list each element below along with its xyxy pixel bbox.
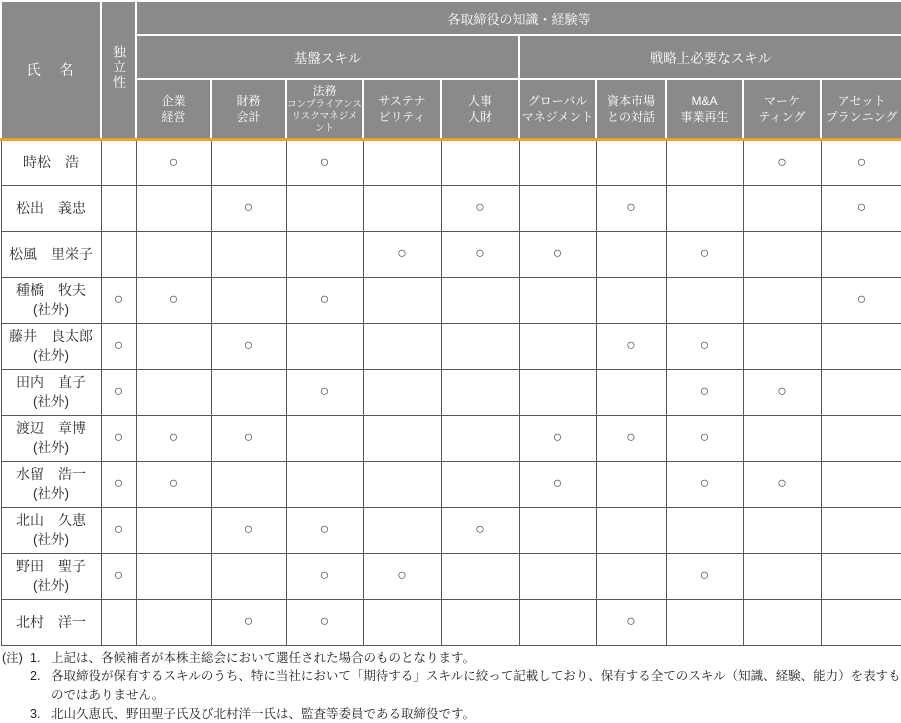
director-name-cell: 野田 聖子 (社外) xyxy=(1,553,101,599)
skill-mark-cell xyxy=(136,323,211,369)
skill-mark-cell: ○ xyxy=(211,323,286,369)
note-item xyxy=(2,667,901,705)
skill-mark-cell xyxy=(441,599,519,645)
note-item xyxy=(2,705,901,723)
independence-mark-cell: ○ xyxy=(101,369,136,415)
skill-mark-cell xyxy=(596,231,666,277)
skill-mark-cell xyxy=(743,553,821,599)
skill-mark-cell xyxy=(441,461,519,507)
skill-mark-cell xyxy=(211,231,286,277)
table-row xyxy=(1,553,901,599)
skill-mark-cell xyxy=(519,507,596,553)
skill-mark-cell: ○ xyxy=(286,369,363,415)
director-name-cell: 北山 久恵 (社外) xyxy=(1,507,101,553)
skill-mark-cell xyxy=(596,369,666,415)
skill-mark-cell: ○ xyxy=(596,185,666,231)
skill-mark-cell: ○ xyxy=(211,415,286,461)
skill-mark-cell: ○ xyxy=(211,507,286,553)
skill-mark-cell: ○ xyxy=(286,277,363,323)
skill-mark-cell xyxy=(743,415,821,461)
skill-mark-cell xyxy=(821,369,901,415)
independence-mark-cell: ○ xyxy=(101,277,136,323)
skill-mark-cell xyxy=(441,553,519,599)
skill-mark-cell: ○ xyxy=(666,369,743,415)
skill-mark-cell xyxy=(363,323,441,369)
skill-mark-cell: ○ xyxy=(821,277,901,323)
skill-mark-cell: ○ xyxy=(519,415,596,461)
skill-column-header: M&A 事業再生 xyxy=(666,79,743,139)
skill-mark-cell: ○ xyxy=(596,323,666,369)
skill-column-header: グローバル マネジメント xyxy=(519,79,596,139)
knowledge-experience-header: 各取締役の知識・経験等 xyxy=(136,1,901,35)
skill-column-header: アセット プランニング xyxy=(821,79,901,139)
skill-column-header: 財務 会計 xyxy=(211,79,286,139)
independence-mark-cell: ○ xyxy=(101,415,136,461)
table-row xyxy=(1,231,901,277)
table-row xyxy=(1,507,901,553)
skill-mark-cell: ○ xyxy=(743,369,821,415)
table-row xyxy=(1,185,901,231)
skill-column-header: 人事 人財 xyxy=(441,79,519,139)
independence-mark-cell xyxy=(101,139,136,185)
skill-mark-cell xyxy=(821,323,901,369)
skill-mark-cell xyxy=(743,323,821,369)
director-name-cell: 松出 義忠 xyxy=(1,185,101,231)
skill-mark-cell xyxy=(596,277,666,323)
note-number: 3. xyxy=(30,706,41,721)
skill-mark-cell: ○ xyxy=(821,185,901,231)
footnotes xyxy=(0,649,901,723)
skill-mark-cell xyxy=(211,553,286,599)
base-skills-group-header: 基盤スキル xyxy=(136,35,519,79)
matrix-body xyxy=(1,139,901,645)
skill-mark-cell: ○ xyxy=(363,553,441,599)
table-row xyxy=(1,277,901,323)
skill-mark-cell: ○ xyxy=(441,231,519,277)
skill-mark-cell: ○ xyxy=(136,139,211,185)
skill-mark-cell: ○ xyxy=(666,323,743,369)
table-row xyxy=(1,599,901,645)
skill-mark-cell: ○ xyxy=(211,599,286,645)
skill-mark-cell xyxy=(743,277,821,323)
skill-mark-cell: ○ xyxy=(286,139,363,185)
skill-mark-cell xyxy=(519,323,596,369)
independence-mark-cell: ○ xyxy=(101,507,136,553)
skill-mark-cell xyxy=(743,185,821,231)
skill-mark-cell xyxy=(519,139,596,185)
note-number: 2. xyxy=(30,669,41,684)
skill-mark-cell xyxy=(136,185,211,231)
skill-mark-cell xyxy=(519,185,596,231)
skill-mark-cell xyxy=(441,415,519,461)
skill-column-header: サステナ ビリティ xyxy=(363,79,441,139)
skill-mark-cell xyxy=(596,461,666,507)
skill-mark-cell xyxy=(211,369,286,415)
independence-mark-cell xyxy=(101,599,136,645)
strategic-skills-group-header: 戦略上必要なスキル xyxy=(519,35,901,79)
director-name-cell: 時松 浩 xyxy=(1,139,101,185)
skill-mark-cell: ○ xyxy=(441,185,519,231)
skill-mark-cell: ○ xyxy=(743,139,821,185)
skill-mark-cell: ○ xyxy=(519,461,596,507)
table-row xyxy=(1,323,901,369)
note-number: 1. xyxy=(30,650,41,665)
skill-mark-cell xyxy=(136,231,211,277)
independence-vertical-label: 独立性 xyxy=(111,44,126,90)
skill-mark-cell xyxy=(666,185,743,231)
note-text: 上記は、各候補者が本株主総会において選任された場合のものとなります。 xyxy=(51,650,476,665)
skill-mark-cell xyxy=(821,599,901,645)
note-item xyxy=(2,649,901,668)
skill-mark-cell: ○ xyxy=(743,461,821,507)
skill-mark-cell: ○ xyxy=(286,599,363,645)
skill-column-header: 企業 経営 xyxy=(136,79,211,139)
skill-mark-cell: ○ xyxy=(136,415,211,461)
skill-mark-cell xyxy=(286,461,363,507)
table-row xyxy=(1,415,901,461)
skill-mark-cell: ○ xyxy=(821,139,901,185)
independence-column-header xyxy=(101,1,136,139)
skill-mark-cell xyxy=(286,231,363,277)
skill-mark-cell xyxy=(596,507,666,553)
skill-mark-cell xyxy=(743,507,821,553)
skill-mark-cell: ○ xyxy=(136,461,211,507)
skill-mark-cell: ○ xyxy=(286,507,363,553)
skill-mark-cell: ○ xyxy=(286,553,363,599)
skill-column-header: 法務 コンプライアンス リスクマネジメント xyxy=(286,79,363,139)
skill-mark-cell xyxy=(666,599,743,645)
skill-mark-cell xyxy=(363,185,441,231)
skill-mark-cell xyxy=(821,553,901,599)
independence-mark-cell xyxy=(101,231,136,277)
skill-mark-cell xyxy=(596,139,666,185)
director-name-cell: 北村 洋一 xyxy=(1,599,101,645)
skill-mark-cell xyxy=(743,599,821,645)
skill-mark-cell xyxy=(136,369,211,415)
skill-mark-cell xyxy=(519,553,596,599)
skill-mark-cell xyxy=(136,599,211,645)
skill-mark-cell: ○ xyxy=(441,507,519,553)
table-row xyxy=(1,461,901,507)
skill-mark-cell xyxy=(519,599,596,645)
skill-mark-cell xyxy=(363,277,441,323)
skill-mark-cell: ○ xyxy=(136,277,211,323)
note-text: 各取締役が保有するスキルのうち、特に当社において「期待する」スキルに絞って記載しており、保有する全てのスキル（知識、経験、能力）を表すものではありません。 xyxy=(51,669,901,702)
skill-mark-cell xyxy=(441,369,519,415)
skill-mark-cell xyxy=(211,139,286,185)
skill-mark-cell xyxy=(666,507,743,553)
skill-mark-cell xyxy=(286,185,363,231)
skill-mark-cell xyxy=(363,507,441,553)
skill-mark-cell: ○ xyxy=(596,599,666,645)
skill-mark-cell: ○ xyxy=(666,461,743,507)
skill-mark-cell xyxy=(286,323,363,369)
skill-mark-cell xyxy=(441,323,519,369)
skill-mark-cell xyxy=(136,553,211,599)
skill-mark-cell xyxy=(363,599,441,645)
independence-mark-cell: ○ xyxy=(101,323,136,369)
skill-mark-cell xyxy=(286,415,363,461)
skill-mark-cell xyxy=(363,415,441,461)
skill-mark-cell xyxy=(363,461,441,507)
skill-mark-cell xyxy=(136,507,211,553)
skill-mark-cell: ○ xyxy=(211,185,286,231)
director-name-cell: 田内 直子 (社外) xyxy=(1,369,101,415)
skill-mark-cell: ○ xyxy=(666,415,743,461)
skill-mark-cell xyxy=(666,277,743,323)
skill-mark-cell xyxy=(441,139,519,185)
independence-mark-cell: ○ xyxy=(101,461,136,507)
skill-mark-cell xyxy=(821,461,901,507)
skill-mark-cell xyxy=(666,139,743,185)
skill-mark-cell xyxy=(363,369,441,415)
skill-column-header: 資本市場 との対話 xyxy=(596,79,666,139)
skill-mark-cell: ○ xyxy=(666,231,743,277)
skill-mark-cell xyxy=(743,231,821,277)
skill-mark-cell xyxy=(821,507,901,553)
independence-mark-cell xyxy=(101,185,136,231)
skill-mark-cell xyxy=(211,277,286,323)
skill-mark-cell xyxy=(441,277,519,323)
director-name-cell: 松風 里栄子 xyxy=(1,231,101,277)
name-column-header: 氏 名 xyxy=(1,1,101,139)
skill-mark-cell xyxy=(596,553,666,599)
note-text: 北山久恵氏、野田聖子氏及び北村洋一氏は、監査等委員である取締役です。 xyxy=(51,706,476,721)
skill-mark-cell xyxy=(519,369,596,415)
director-name-cell: 水留 浩一 (社外) xyxy=(1,461,101,507)
director-name-cell: 渡辺 章博 (社外) xyxy=(1,415,101,461)
table-row xyxy=(1,139,901,185)
skill-mark-cell xyxy=(519,277,596,323)
skill-mark-cell: ○ xyxy=(519,231,596,277)
skill-mark-cell xyxy=(821,415,901,461)
table-row xyxy=(1,369,901,415)
director-name-cell: 藤井 良太郎 (社外) xyxy=(1,323,101,369)
independence-mark-cell: ○ xyxy=(101,553,136,599)
skill-mark-cell: ○ xyxy=(363,231,441,277)
skill-mark-cell: ○ xyxy=(666,553,743,599)
skill-mark-cell xyxy=(821,231,901,277)
director-name-cell: 種橋 牧夫 (社外) xyxy=(1,277,101,323)
skill-column-header: マーケ ティング xyxy=(743,79,821,139)
skill-mark-cell xyxy=(211,461,286,507)
skill-mark-cell xyxy=(363,139,441,185)
note-prefix: (注) xyxy=(2,650,23,665)
skill-columns-header-row xyxy=(1,79,901,139)
skill-mark-cell: ○ xyxy=(596,415,666,461)
